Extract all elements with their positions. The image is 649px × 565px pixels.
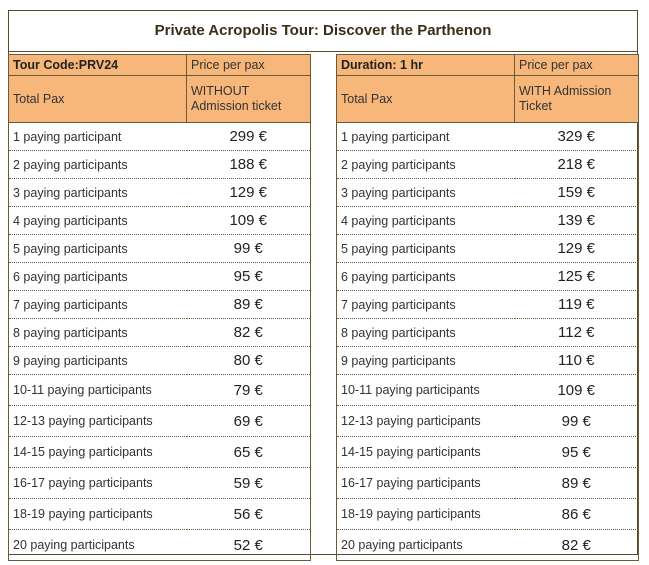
price-cell: 109 € <box>187 207 311 235</box>
table-row <box>337 151 639 179</box>
table-row <box>337 406 639 437</box>
price-cell: 159 € <box>515 179 639 207</box>
participants-cell: 6 paying participants <box>9 263 187 291</box>
participants-cell: 7 paying participants <box>9 291 187 319</box>
participants-cell: 4 paying participants <box>9 207 187 235</box>
subheader-row <box>9 76 311 123</box>
price-cell: 82 € <box>515 530 639 561</box>
participants-cell: 8 paying participants <box>337 319 515 347</box>
price-cell: 125 € <box>515 263 639 291</box>
table-row <box>337 468 639 499</box>
total-pax-label: Total Pax <box>337 76 515 123</box>
table-row <box>337 499 639 530</box>
price-cell: 139 € <box>515 207 639 235</box>
price-cell: 79 € <box>187 375 311 406</box>
price-cell: 218 € <box>515 151 639 179</box>
participants-cell: 1 paying participant <box>337 123 515 151</box>
price-cell: 129 € <box>515 235 639 263</box>
participants-cell: 16-17 paying participants <box>337 468 515 499</box>
participants-cell: 14-15 paying participants <box>9 437 187 468</box>
table-row <box>9 319 311 347</box>
price-cell: 80 € <box>187 347 311 375</box>
participants-cell: 12-13 paying participants <box>337 406 515 437</box>
table-row <box>337 123 639 151</box>
table-row <box>337 319 639 347</box>
total-pax-label: Total Pax <box>9 76 187 123</box>
price-cell: 110 € <box>515 347 639 375</box>
price-per-pax-label: Price per pax <box>515 55 639 76</box>
price-cell: 99 € <box>187 235 311 263</box>
participants-cell: 20 paying participants <box>337 530 515 561</box>
price-cell: 99 € <box>515 406 639 437</box>
price-cell: 188 € <box>187 151 311 179</box>
participants-cell: 2 paying participants <box>337 151 515 179</box>
participants-cell: 6 paying participants <box>337 263 515 291</box>
table-row <box>9 263 311 291</box>
ticket-option-label <box>515 76 639 123</box>
ticket-option-bold: WITHOUT <box>191 84 250 98</box>
participants-cell: 12-13 paying participants <box>9 406 187 437</box>
table-row <box>9 468 311 499</box>
table-row <box>9 406 311 437</box>
price-cell: 89 € <box>187 291 311 319</box>
participants-cell: 18-19 paying participants <box>9 499 187 530</box>
price-cell: 109 € <box>515 375 639 406</box>
table-row <box>337 207 639 235</box>
ticket-option-label <box>187 76 311 123</box>
price-cell: 119 € <box>515 291 639 319</box>
participants-cell: 5 paying participants <box>337 235 515 263</box>
table-row <box>9 151 311 179</box>
header-row <box>337 55 639 76</box>
table-row <box>9 207 311 235</box>
price-per-pax-label: Price per pax <box>187 55 311 76</box>
price-cell: 95 € <box>187 263 311 291</box>
participants-cell: 10-11 paying participants <box>337 375 515 406</box>
participants-cell: 9 paying participants <box>337 347 515 375</box>
price-cell: 59 € <box>187 468 311 499</box>
header-row <box>9 55 311 76</box>
table-row <box>9 437 311 468</box>
participants-cell: 5 paying participants <box>9 235 187 263</box>
participants-cell: 7 paying participants <box>337 291 515 319</box>
price-cell: 65 € <box>187 437 311 468</box>
table-row <box>9 179 311 207</box>
price-cell: 129 € <box>187 179 311 207</box>
price-cell: 329 € <box>515 123 639 151</box>
table-row <box>337 530 639 561</box>
table-row <box>9 291 311 319</box>
table-row <box>9 375 311 406</box>
price-cell: 69 € <box>187 406 311 437</box>
table-row <box>337 347 639 375</box>
tour-code-label: Tour Code:PRV24 <box>9 55 187 76</box>
price-cell: 95 € <box>515 437 639 468</box>
price-cell: 89 € <box>515 468 639 499</box>
price-cell: 112 € <box>515 319 639 347</box>
table-row <box>9 530 311 561</box>
participants-cell: 16-17 paying participants <box>9 468 187 499</box>
table-row <box>337 179 639 207</box>
duration-label: Duration: 1 hr <box>337 55 515 76</box>
participants-cell: 14-15 paying participants <box>337 437 515 468</box>
ticket-option-bold: WITH <box>519 84 551 98</box>
table-row <box>337 291 639 319</box>
participants-cell: 3 paying participants <box>9 179 187 207</box>
table-row <box>337 437 639 468</box>
ticket-option-text: Admission Ticket <box>519 84 612 113</box>
participants-cell: 18-19 paying participants <box>337 499 515 530</box>
price-cell: 299 € <box>187 123 311 151</box>
participants-cell: 3 paying participants <box>337 179 515 207</box>
table-row <box>9 235 311 263</box>
participants-cell: 2 paying participants <box>9 151 187 179</box>
participants-cell: 4 paying participants <box>337 207 515 235</box>
table-row <box>9 123 311 151</box>
price-cell: 56 € <box>187 499 311 530</box>
price-cell: 82 € <box>187 319 311 347</box>
table-row <box>337 263 639 291</box>
price-cell: 86 € <box>515 499 639 530</box>
ticket-option-text: Admission ticket <box>191 99 282 113</box>
table-row <box>9 347 311 375</box>
page-title: Private Acropolis Tour: Discover the Parthenon <box>8 10 638 52</box>
price-table-with-ticket <box>336 54 639 561</box>
price-table-without-ticket <box>8 54 311 561</box>
table-row <box>337 375 639 406</box>
participants-cell: 1 paying participant <box>9 123 187 151</box>
participants-cell: 10-11 paying participants <box>9 375 187 406</box>
participants-cell: 8 paying participants <box>9 319 187 347</box>
table-row <box>337 235 639 263</box>
table-row <box>9 499 311 530</box>
price-cell: 52 € <box>187 530 311 561</box>
subheader-row <box>337 76 639 123</box>
participants-cell: 9 paying participants <box>9 347 187 375</box>
participants-cell: 20 paying participants <box>9 530 187 561</box>
